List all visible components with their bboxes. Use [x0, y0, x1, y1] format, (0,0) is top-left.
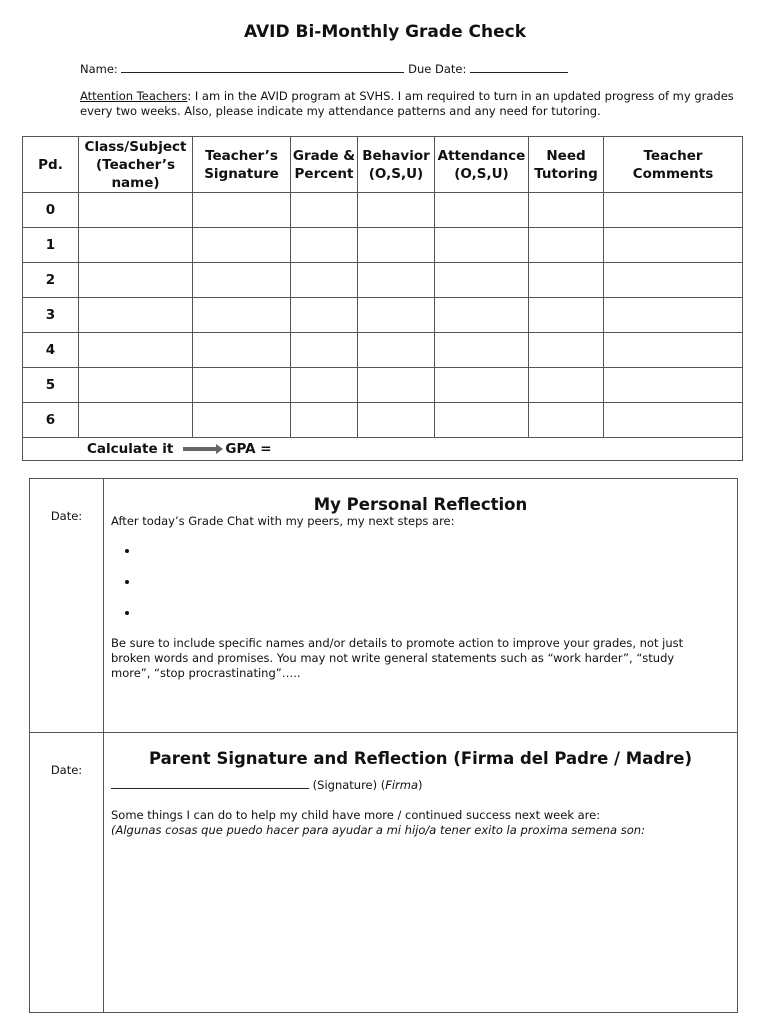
cell-attendance[interactable]: [435, 368, 529, 403]
cell-attendance[interactable]: [435, 263, 529, 298]
reflection-note: Be sure to include specific names and/or details to promote action to improve your grades, not just broken words and promises. You may not write general statements such as “work harder”, “study more”, “stop procrastinating”…..: [111, 636, 684, 680]
cell-class-subject[interactable]: [79, 298, 193, 333]
period-number: 6: [23, 403, 79, 438]
parent-date-cell[interactable]: [30, 733, 104, 1013]
cell-need-tutoring[interactable]: [529, 403, 604, 438]
cell-grade-percent[interactable]: [291, 193, 358, 228]
cell-teacher-signature[interactable]: [193, 298, 291, 333]
cell-attendance[interactable]: [435, 333, 529, 368]
name-due-line: [80, 60, 568, 76]
table-row: [23, 298, 743, 333]
cell-need-tutoring[interactable]: [529, 298, 604, 333]
parent-prompt-english: Some things I can do to help my child have more / continued success next week are:: [111, 808, 601, 822]
signature-spanish-label: Firma: [385, 778, 419, 792]
grade-table: [22, 136, 743, 461]
attention-lead: Attention Teachers: [80, 89, 188, 103]
parent-reflection-title: Parent Signature and Reflection (Firma del Padre / Madre): [148, 749, 693, 768]
column-header-teacher-comments: Teacher Comments: [604, 137, 743, 193]
due-date-field[interactable]: [470, 60, 568, 73]
next-steps-list: [111, 543, 716, 636]
next-step-bullet[interactable]: [139, 543, 716, 574]
cell-behavior[interactable]: [358, 193, 435, 228]
period-number: 1: [23, 228, 79, 263]
gpa-cell[interactable]: [23, 438, 743, 461]
cell-grade-percent[interactable]: [291, 368, 358, 403]
column-header-behavior: Behavior (O,S,U): [358, 137, 435, 193]
cell-grade-percent[interactable]: [291, 263, 358, 298]
column-header-attendance: Attendance (O,S,U): [435, 137, 529, 193]
due-date-label: Due Date:: [408, 62, 467, 76]
cell-behavior[interactable]: [358, 263, 435, 298]
column-header-class-subject: Class/Subject (Teacher’s name): [79, 137, 193, 193]
parent-prompt-spanish: (Algunas cosas que puedo hacer para ayudar a mi hijo/a tener exito la proxima semena son:: [111, 823, 645, 837]
cell-attendance[interactable]: [435, 403, 529, 438]
column-header-pd: Pd.: [23, 137, 79, 193]
cell-class-subject[interactable]: [79, 403, 193, 438]
cell-need-tutoring[interactable]: [529, 193, 604, 228]
cell-teacher-signature[interactable]: [193, 333, 291, 368]
cell-grade-percent[interactable]: [291, 333, 358, 368]
table-row: [23, 193, 743, 228]
personal-reflection-cell[interactable]: [104, 479, 738, 733]
reflection-date-label: Date:: [50, 509, 83, 523]
cell-behavior[interactable]: [358, 333, 435, 368]
signature-line: [111, 777, 716, 793]
cell-teacher-comments[interactable]: [604, 228, 743, 263]
table-row: [23, 228, 743, 263]
cell-class-subject[interactable]: [79, 193, 193, 228]
period-number: 2: [23, 263, 79, 298]
column-header-teacher-signature: Teacher’s Signature: [193, 137, 291, 193]
cell-behavior[interactable]: [358, 228, 435, 263]
next-step-bullet[interactable]: [139, 574, 716, 605]
attention-text: : I am in the AVID program at SVHS. I am required to turn in an updated progress of my grades every two weeks. Also, please indicate my attendance patterns and any need for tutoring.: [80, 89, 734, 118]
cell-teacher-signature[interactable]: [193, 193, 291, 228]
parent-date-label: Date:: [50, 763, 83, 777]
page-title: AVID Bi-Monthly Grade Check: [243, 22, 527, 42]
cell-teacher-comments[interactable]: [604, 263, 743, 298]
cell-attendance[interactable]: [435, 228, 529, 263]
table-row: [23, 403, 743, 438]
cell-need-tutoring[interactable]: [529, 368, 604, 403]
cell-class-subject[interactable]: [79, 263, 193, 298]
period-number: 0: [23, 193, 79, 228]
cell-teacher-comments[interactable]: [604, 368, 743, 403]
cell-teacher-signature[interactable]: [193, 368, 291, 403]
cell-class-subject[interactable]: [79, 333, 193, 368]
period-number: 5: [23, 368, 79, 403]
period-number: 3: [23, 298, 79, 333]
column-header-grade-percent: Grade & Percent: [291, 137, 358, 193]
parent-reflection-cell[interactable]: [104, 733, 738, 1013]
cell-need-tutoring[interactable]: [529, 333, 604, 368]
gpa-row: [23, 438, 743, 461]
cell-teacher-comments[interactable]: [604, 403, 743, 438]
period-number: 4: [23, 333, 79, 368]
column-header-need-tutoring: Need Tutoring: [529, 137, 604, 193]
cell-class-subject[interactable]: [79, 228, 193, 263]
cell-grade-percent[interactable]: [291, 228, 358, 263]
cell-behavior[interactable]: [358, 403, 435, 438]
table-row: [23, 263, 743, 298]
cell-teacher-comments[interactable]: [604, 298, 743, 333]
gpa-label: GPA =: [225, 441, 272, 457]
cell-behavior[interactable]: [358, 368, 435, 403]
table-row: [23, 333, 743, 368]
cell-teacher-signature[interactable]: [193, 228, 291, 263]
personal-reflection-title: My Personal Reflection: [313, 495, 528, 514]
cell-teacher-comments[interactable]: [604, 193, 743, 228]
name-field[interactable]: [121, 60, 404, 73]
grade-table-header: [23, 137, 743, 193]
cell-need-tutoring[interactable]: [529, 263, 604, 298]
signature-close: ): [418, 778, 423, 792]
name-label: Name:: [80, 62, 118, 76]
reflection-prompt: After today’s Grade Chat with my peers, my next steps are:: [111, 514, 455, 528]
cell-grade-percent[interactable]: [291, 298, 358, 333]
arrow-right-icon: [183, 447, 217, 451]
table-row: [23, 368, 743, 403]
cell-need-tutoring[interactable]: [529, 228, 604, 263]
cell-behavior[interactable]: [358, 298, 435, 333]
next-step-bullet[interactable]: [139, 605, 716, 636]
reflection-date-cell[interactable]: [30, 479, 104, 733]
cell-grade-percent[interactable]: [291, 403, 358, 438]
signature-label: (Signature) (: [312, 778, 386, 792]
calculate-label: Calculate it: [87, 441, 174, 457]
cell-teacher-signature[interactable]: [193, 403, 291, 438]
attention-paragraph: [80, 89, 740, 119]
cell-attendance[interactable]: [435, 298, 529, 333]
cell-teacher-comments[interactable]: [604, 333, 743, 368]
cell-class-subject[interactable]: [79, 368, 193, 403]
reflection-table: [29, 478, 738, 1013]
cell-teacher-signature[interactable]: [193, 263, 291, 298]
parent-signature-field[interactable]: [111, 777, 309, 789]
cell-attendance[interactable]: [435, 193, 529, 228]
